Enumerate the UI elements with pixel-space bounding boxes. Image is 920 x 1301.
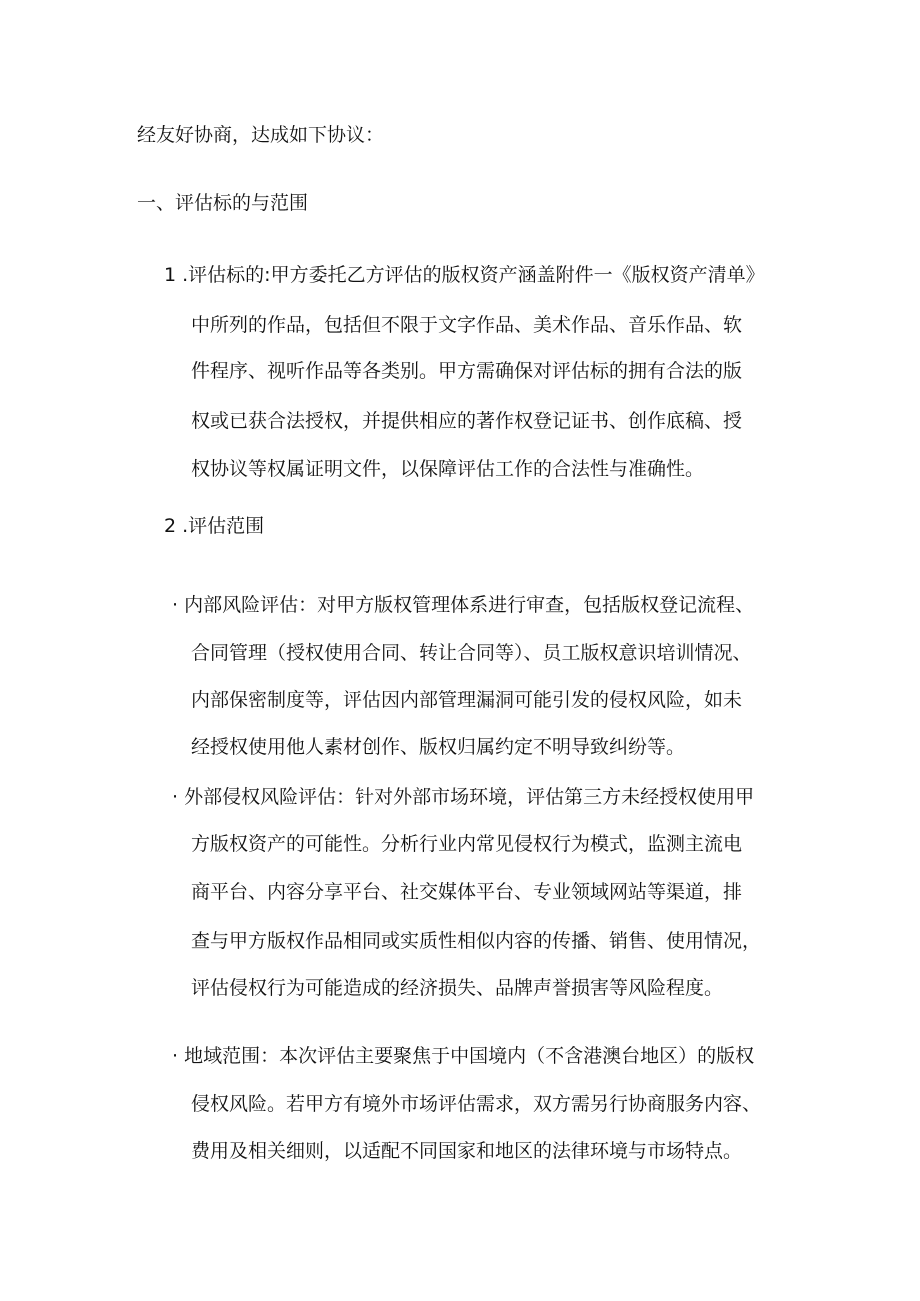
section-heading: 一、评估标的与范围 <box>137 192 309 214</box>
item1-line: 件程序、视听作品等各类别。甲方需确保对评估标的拥有合法的版 <box>191 360 743 382</box>
bullet-region-line: · 地域范围：本次评估主要聚焦于中国境内（不含港澳台地区）的版权 <box>172 1045 755 1067</box>
item1-line: 中所列的作品，包括但不限于文字作品、美术作品、音乐作品、软 <box>191 314 743 336</box>
bullet-internal-line: 经授权使用他人素材创作、版权归属约定不明导致纠纷等。 <box>191 736 686 758</box>
bullet-region-line: 侵权风险。若甲方有境外市场评估需求，双方需另行协商服务内容、 <box>191 1093 762 1115</box>
bullet-internal-line: 内部保密制度等，评估因内部管理漏洞可能引发的侵权风险，如未 <box>191 689 743 711</box>
bullet-internal-line: 合同管理（授权使用合同、转让合同等）、员工版权意识培训情况、 <box>191 642 752 664</box>
bullet-external-line: 方版权资产的可能性。分析行业内常见侵权行为模式，监测主流电 <box>191 833 743 855</box>
bullet-external-line: 查与甲方版权作品相同或实质性相似内容的传播、销售、使用情况， <box>191 930 762 952</box>
bullet-external-line: · 外部侵权风险评估：针对外部市场环境，评估第三方未经授权使用甲 <box>172 786 755 808</box>
bullet-region-line: 费用及相关细则，以适配不同国家和地区的法律环境与市场特点。 <box>191 1140 743 1162</box>
bullet-internal-line: · 内部风险评估：对甲方版权管理体系进行审查，包括版权登记流程、 <box>172 594 755 616</box>
item2-heading: 2 .评估范围 <box>164 515 265 537</box>
intro-text: 经友好协商，达成如下协议： <box>137 124 385 146</box>
item1-line: 1 .评估标的:甲方委托乙方评估的版权资产涵盖附件一《版权资产清单》 <box>164 264 765 286</box>
bullet-external-line: 商平台、内容分享平台、社交媒体平台、专业领域网站等渠道，排 <box>191 881 743 903</box>
item1-line: 权或已获合法授权，并提供相应的著作权登记证书、创作底稿、授 <box>191 410 743 432</box>
item1-line: 权协议等权属证明文件，以保障评估工作的合法性与准确性。 <box>191 458 705 480</box>
bullet-external-line: 评估侵权行为可能造成的经济损失、品牌声誉损害等风险程度。 <box>191 977 724 999</box>
